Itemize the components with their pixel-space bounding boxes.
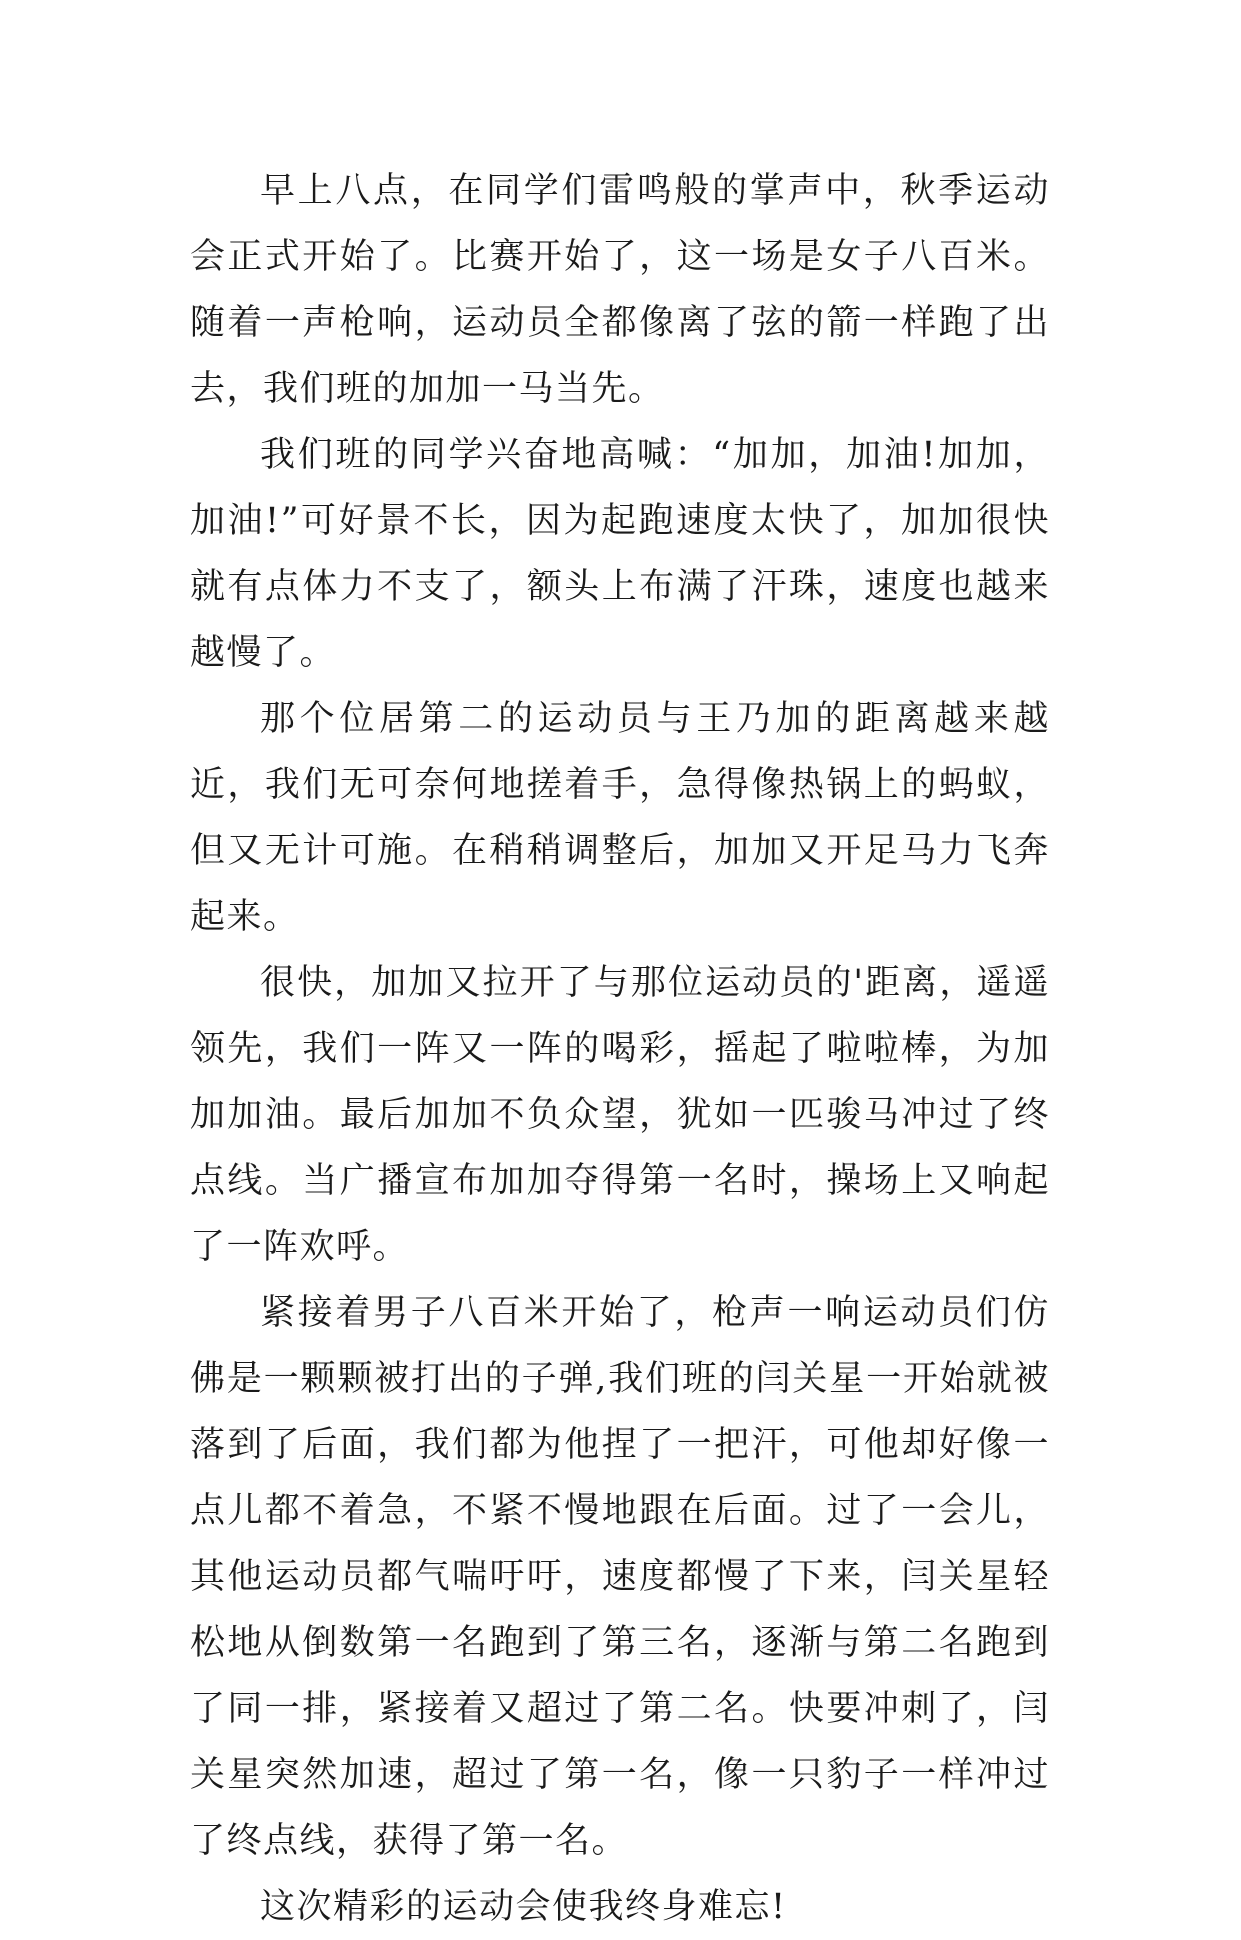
- paragraph-cheering: 我们班的同学兴奋地高喊：“加加，加油!加加，加油!”可好景不长，因为起跑速度太快了，加加很快就有点体力不支了，额头上布满了汗珠，速度也越来越慢了。: [190, 435, 1050, 673]
- paragraph-conclusion: 这次精彩的运动会使我终身难忘!: [260, 1887, 787, 1927]
- paragraph-opening-ceremony: 早上八点，在同学们雷鸣般的掌声中，秋季运动会正式开始了。比赛开始了，这一场是女子八百米。随着一声枪响，运动员全都像离了弦的箭一样跑了出去，我们班的加加一马当先。: [190, 171, 1050, 409]
- paragraph-second-place-closing-in: 那个位居第二的运动员与王乃加的距离越来越近，我们无可奈何地搓着手，急得像热锅上的蚂蚁，但又无计可施。在稍稍调整后，加加又开足马力飞奔起来。: [190, 699, 1050, 937]
- paragraph-men-800m: 紧接着男子八百米开始了，枪声一响运动员们仿佛是一颗颗被打出的子弹,我们班的闫关星一开始就被落到了后面，我们都为他捏了一把汗，可他却好像一点儿都不着急，不紧不慢地跟在后面。过了一会儿，其他运动员都气喘吁吁，速度都慢了下来，闫关星轻松地从倒数第一名跑到了第三名，逐渐与第二名跑到了同一排，紧接着又超过了第二名。快要冲刺了，闫关星突然加速，超过了第一名，像一只豹子一样冲过了终点线，获得了第一名。: [190, 1293, 1050, 1861]
- essay-body: [190, 158, 1050, 1940]
- paragraph-women-800m-finish: 很快，加加又拉开了与那位运动员的'距离，遥遥领先，我们一阵又一阵的喝彩，摇起了啦啦棒，为加加加油。最后加加不负众望，犹如一匹骏马冲过了终点线。当广播宣布加加夺得第一名时，操场上又响起了一阵欢呼。: [190, 963, 1050, 1267]
